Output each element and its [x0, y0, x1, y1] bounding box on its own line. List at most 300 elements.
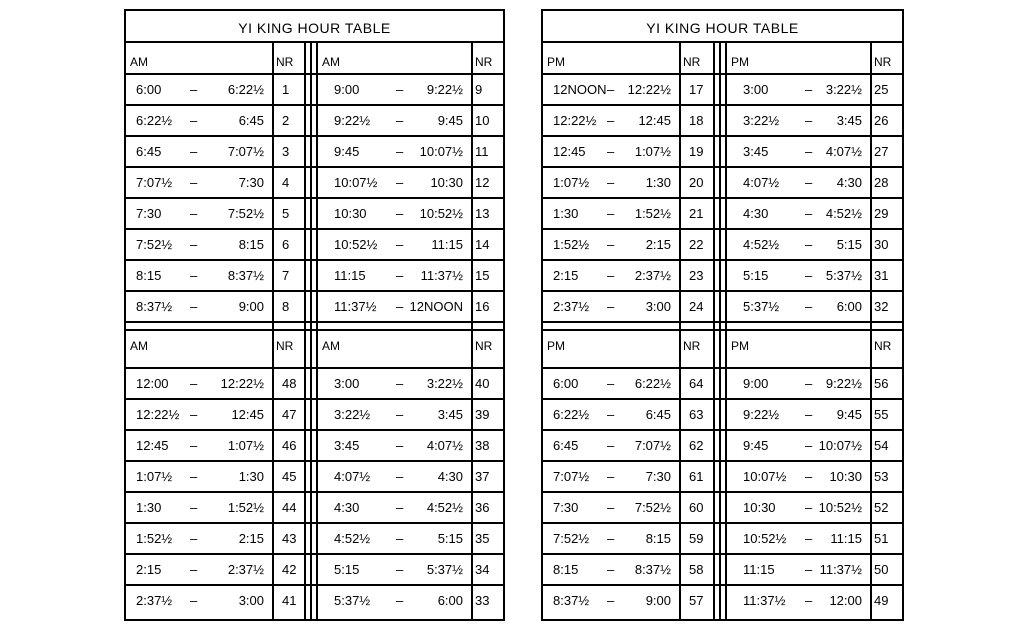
row-rule [543, 398, 902, 400]
time-end: 7:30 [238, 175, 264, 190]
time-dash: – [805, 500, 813, 515]
time-end: 3:45 [836, 113, 862, 128]
time-dash: – [190, 113, 198, 128]
time-dash: – [190, 144, 198, 159]
row-rule [126, 135, 503, 137]
column-header-nr: NR [683, 55, 701, 69]
time-dash: – [805, 376, 813, 391]
time-dash: – [190, 593, 198, 608]
time-end: 6:45 [645, 407, 671, 422]
row-rule [543, 553, 902, 555]
time-start: 12NOON [553, 82, 607, 97]
hexagram-number: 31 [874, 268, 889, 283]
time-dash: – [607, 562, 615, 577]
time-dash: – [805, 113, 813, 128]
time-start: 4:30 [334, 500, 360, 515]
time-start: 2:37½ [553, 299, 590, 314]
time-dash: – [190, 407, 198, 422]
time-end: 1:52½ [227, 500, 264, 515]
row-rule [126, 197, 503, 199]
hexagram-number: 2 [282, 113, 290, 128]
column-header-nr: NR [276, 55, 294, 69]
time-start: 3:00 [334, 376, 360, 391]
hexagram-number: 34 [475, 562, 490, 577]
time-start: 8:15 [136, 268, 162, 283]
hexagram-number: 38 [475, 438, 490, 453]
time-dash: – [190, 500, 198, 515]
time-end: 11:37½ [420, 268, 463, 283]
section-rule [543, 329, 902, 331]
time-start: 9:00 [743, 376, 769, 391]
time-dash: – [607, 500, 615, 515]
time-end: 7:52½ [227, 206, 264, 221]
time-dash: – [190, 376, 198, 391]
hexagram-number: 10 [475, 113, 490, 128]
time-end: 9:22½ [825, 376, 862, 391]
time-end: 10:52½ [419, 206, 463, 221]
header-rule [543, 367, 902, 369]
time-end: 6:00 [836, 299, 862, 314]
time-dash: – [805, 531, 813, 546]
row-rule [126, 460, 503, 462]
time-dash: – [607, 438, 615, 453]
time-start: 8:37½ [553, 593, 590, 608]
time-dash: – [607, 469, 615, 484]
column-header-period: PM [731, 339, 749, 353]
time-dash: – [805, 562, 813, 577]
time-end: 4:30 [437, 469, 463, 484]
time-start: 5:15 [334, 562, 360, 577]
table-title: YI KING HOUR TABLE [126, 11, 503, 43]
time-start: 3:22½ [743, 113, 780, 128]
header-rule [126, 73, 503, 75]
time-end: 10:30 [430, 175, 463, 190]
time-end: 8:37½ [634, 562, 671, 577]
time-dash: – [805, 407, 813, 422]
time-start: 4:52½ [743, 237, 780, 252]
time-start: 1:07½ [136, 469, 173, 484]
hexagram-number: 3 [282, 144, 290, 159]
time-dash: – [190, 82, 198, 97]
time-dash: – [396, 206, 404, 221]
time-dash: – [805, 438, 813, 453]
hexagram-number: 64 [689, 376, 704, 391]
hexagram-number: 21 [689, 206, 704, 221]
hexagram-number: 23 [689, 268, 704, 283]
time-end: 3:45 [437, 407, 463, 422]
row-rule [126, 104, 503, 106]
hexagram-number: 57 [689, 593, 704, 608]
time-start: 3:45 [743, 144, 769, 159]
hour-table-am [124, 9, 505, 621]
time-start: 8:15 [553, 562, 579, 577]
hexagram-number: 33 [475, 593, 490, 608]
column-header-nr: NR [276, 339, 294, 353]
time-start: 6:45 [136, 144, 162, 159]
row-rule [126, 290, 503, 292]
time-start: 8:37½ [136, 299, 173, 314]
hexagram-number: 59 [689, 531, 704, 546]
hexagram-number: 44 [282, 500, 297, 515]
time-start: 12:45 [136, 438, 169, 453]
time-end: 4:52½ [825, 206, 862, 221]
time-dash: – [805, 237, 813, 252]
time-end: 12:45 [231, 407, 264, 422]
row-rule [543, 290, 902, 292]
time-dash: – [396, 237, 404, 252]
time-dash: – [805, 206, 813, 221]
time-start: 12:22½ [136, 407, 180, 422]
table-title: YI KING HOUR TABLE [543, 11, 902, 43]
time-start: 7:30 [553, 500, 579, 515]
row-rule [543, 429, 902, 431]
time-end: 4:07½ [426, 438, 463, 453]
hexagram-number: 49 [874, 593, 889, 608]
hexagram-number: 61 [689, 469, 704, 484]
column-header-nr: NR [874, 55, 892, 69]
time-dash: – [190, 438, 198, 453]
time-start: 6:22½ [136, 113, 173, 128]
time-start: 11:37½ [743, 593, 786, 608]
hour-table-pm [541, 9, 904, 621]
time-dash: – [607, 82, 615, 97]
time-dash: – [396, 268, 404, 283]
row-rule [543, 228, 902, 230]
hexagram-number: 45 [282, 469, 297, 484]
time-end: 10:52½ [818, 500, 862, 515]
time-dash: – [190, 175, 198, 190]
time-end: 2:15 [238, 531, 264, 546]
time-end: 3:22½ [825, 82, 862, 97]
hexagram-number: 11 [475, 144, 489, 159]
time-dash: – [396, 469, 404, 484]
time-end: 1:52½ [634, 206, 671, 221]
time-dash: – [190, 562, 198, 577]
hexagram-number: 6 [282, 237, 290, 252]
time-dash: – [396, 144, 404, 159]
row-rule [543, 584, 902, 586]
time-end: 5:15 [836, 237, 862, 252]
hexagram-number: 37 [475, 469, 490, 484]
time-start: 2:15 [136, 562, 162, 577]
row-rule [543, 491, 902, 493]
time-start: 5:37½ [743, 299, 780, 314]
column-header-nr: NR [475, 55, 493, 69]
time-dash: – [396, 438, 404, 453]
row-rule [543, 104, 902, 106]
hexagram-number: 27 [874, 144, 889, 159]
time-dash: – [396, 531, 404, 546]
time-start: 7:52½ [136, 237, 173, 252]
column-header-nr: NR [683, 339, 701, 353]
time-dash: – [607, 299, 615, 314]
time-dash: – [607, 376, 615, 391]
time-start: 6:22½ [553, 407, 590, 422]
time-start: 12:22½ [553, 113, 597, 128]
time-start: 6:00 [136, 82, 162, 97]
hexagram-number: 17 [689, 82, 704, 97]
hexagram-number: 26 [874, 113, 889, 128]
time-dash: – [190, 237, 198, 252]
time-end: 1:30 [645, 175, 671, 190]
hexagram-number: 50 [874, 562, 889, 577]
time-end: 5:37½ [426, 562, 463, 577]
time-start: 7:30 [136, 206, 162, 221]
row-rule [543, 135, 902, 137]
time-end: 4:07½ [825, 144, 862, 159]
hexagram-number: 8 [282, 299, 290, 314]
time-end: 12:22½ [220, 376, 264, 391]
hexagram-number: 9 [475, 82, 483, 97]
hexagram-number: 53 [874, 469, 889, 484]
time-dash: – [607, 206, 615, 221]
time-dash: – [190, 206, 198, 221]
time-start: 7:07½ [553, 469, 590, 484]
time-end: 11:15 [830, 531, 862, 546]
time-dash: – [396, 376, 404, 391]
hexagram-number: 51 [874, 531, 889, 546]
row-rule [543, 259, 902, 261]
hexagram-number: 55 [874, 407, 889, 422]
hexagram-number: 29 [874, 206, 889, 221]
time-dash: – [190, 268, 198, 283]
time-start: 1:52½ [136, 531, 173, 546]
time-end: 11:15 [431, 237, 463, 252]
column-header-nr: NR [475, 339, 493, 353]
section-rule [543, 321, 902, 323]
time-start: 10:52½ [334, 237, 378, 252]
time-end: 7:07½ [634, 438, 671, 453]
time-dash: – [190, 531, 198, 546]
time-start: 1:30 [136, 500, 162, 515]
time-start: 9:45 [743, 438, 769, 453]
time-dash: – [805, 469, 813, 484]
time-start: 12:00 [136, 376, 169, 391]
time-end: 8:15 [645, 531, 671, 546]
time-start: 9:00 [334, 82, 360, 97]
section-rule [126, 321, 503, 323]
section-rule [126, 329, 503, 331]
hexagram-number: 42 [282, 562, 297, 577]
time-end: 3:00 [238, 593, 264, 608]
hexagram-number: 24 [689, 299, 704, 314]
time-start: 10:07½ [743, 469, 787, 484]
column-header-period: AM [322, 55, 340, 69]
time-start: 6:00 [553, 376, 579, 391]
hexagram-number: 43 [282, 531, 297, 546]
time-start: 6:45 [553, 438, 579, 453]
time-dash: – [607, 593, 615, 608]
row-rule [543, 460, 902, 462]
time-end: 2:37½ [227, 562, 264, 577]
time-dash: – [396, 299, 404, 314]
time-dash: – [396, 500, 404, 515]
hexagram-number: 63 [689, 407, 704, 422]
time-start: 4:07½ [334, 469, 371, 484]
hexagram-number: 54 [874, 438, 889, 453]
time-dash: – [607, 268, 615, 283]
time-dash: – [396, 175, 404, 190]
hexagram-number: 22 [689, 237, 704, 252]
time-start: 2:37½ [136, 593, 173, 608]
time-dash: – [607, 175, 615, 190]
column-header-period: PM [547, 55, 565, 69]
hexagram-number: 15 [475, 268, 490, 283]
time-start: 10:52½ [743, 531, 787, 546]
time-end: 6:22½ [634, 376, 671, 391]
hexagram-number: 32 [874, 299, 889, 314]
time-start: 11:15 [334, 268, 366, 283]
time-end: 9:00 [645, 593, 671, 608]
time-start: 4:30 [743, 206, 769, 221]
time-dash: – [607, 144, 615, 159]
hexagram-number: 40 [475, 376, 490, 391]
column-header-nr: NR [874, 339, 892, 353]
time-start: 9:22½ [334, 113, 371, 128]
hexagram-number: 56 [874, 376, 889, 391]
time-dash: – [607, 237, 615, 252]
time-end: 7:30 [645, 469, 671, 484]
time-end: 5:15 [437, 531, 463, 546]
time-dash: – [805, 144, 813, 159]
time-start: 9:45 [334, 144, 360, 159]
time-dash: – [396, 82, 404, 97]
time-start: 1:52½ [553, 237, 590, 252]
time-end: 1:07½ [634, 144, 671, 159]
hexagram-number: 12 [475, 175, 490, 190]
time-end: 10:07½ [818, 438, 862, 453]
time-end: 8:37½ [227, 268, 264, 283]
hexagram-number: 48 [282, 376, 297, 391]
time-start: 10:07½ [334, 175, 378, 190]
row-rule [126, 259, 503, 261]
hexagram-number: 36 [475, 500, 490, 515]
time-start: 12:45 [553, 144, 586, 159]
time-start: 10:30 [743, 500, 776, 515]
hexagram-number: 13 [475, 206, 490, 221]
time-start: 1:07½ [553, 175, 590, 190]
hexagram-number: 28 [874, 175, 889, 190]
time-dash: – [396, 113, 404, 128]
hexagram-number: 18 [689, 113, 704, 128]
row-rule [543, 197, 902, 199]
time-dash: – [190, 299, 198, 314]
hexagram-number: 5 [282, 206, 290, 221]
time-dash: – [805, 82, 813, 97]
time-dash: – [805, 299, 813, 314]
column-header-period: AM [322, 339, 340, 353]
time-dash: – [607, 531, 615, 546]
time-dash: – [396, 407, 404, 422]
time-end: 9:45 [437, 113, 463, 128]
row-rule [126, 398, 503, 400]
hexagram-number: 46 [282, 438, 297, 453]
time-end: 9:45 [836, 407, 862, 422]
time-start: 1:30 [553, 206, 579, 221]
time-dash: – [805, 593, 813, 608]
time-start: 3:22½ [334, 407, 371, 422]
hexagram-number: 39 [475, 407, 490, 422]
time-dash: – [396, 562, 404, 577]
time-start: 7:07½ [136, 175, 173, 190]
time-start: 3:45 [334, 438, 360, 453]
time-end: 12:00 [829, 593, 862, 608]
header-rule [543, 73, 902, 75]
hexagram-number: 19 [689, 144, 704, 159]
time-end: 11:37½ [819, 562, 862, 577]
time-end: 10:30 [829, 469, 862, 484]
time-start: 7:52½ [553, 531, 590, 546]
time-end: 3:00 [645, 299, 671, 314]
row-rule [126, 553, 503, 555]
hexagram-number: 25 [874, 82, 889, 97]
time-end: 6:22½ [227, 82, 264, 97]
time-end: 8:15 [238, 237, 264, 252]
time-end: 2:15 [645, 237, 671, 252]
time-end: 2:37½ [634, 268, 671, 283]
time-start: 9:22½ [743, 407, 780, 422]
column-header-period: AM [130, 55, 148, 69]
time-end: 12:45 [638, 113, 671, 128]
hexagram-number: 62 [689, 438, 704, 453]
hexagram-number: 30 [874, 237, 889, 252]
time-end: 12NOON [409, 299, 463, 314]
time-start: 3:00 [743, 82, 769, 97]
hexagram-number: 52 [874, 500, 889, 515]
hexagram-number: 20 [689, 175, 704, 190]
time-start: 4:52½ [334, 531, 371, 546]
time-dash: – [805, 175, 813, 190]
hexagram-number: 60 [689, 500, 704, 515]
column-header-period: PM [731, 55, 749, 69]
time-end: 1:30 [238, 469, 264, 484]
row-rule [543, 166, 902, 168]
time-end: 12:22½ [627, 82, 671, 97]
time-start: 2:15 [553, 268, 579, 283]
time-start: 4:07½ [743, 175, 780, 190]
row-rule [126, 166, 503, 168]
time-end: 4:52½ [426, 500, 463, 515]
hexagram-number: 16 [475, 299, 490, 314]
time-end: 7:52½ [634, 500, 671, 515]
time-end: 9:00 [238, 299, 264, 314]
hexagram-number: 41 [282, 593, 297, 608]
time-start: 5:37½ [334, 593, 371, 608]
hexagram-number: 47 [282, 407, 297, 422]
time-start: 11:15 [743, 562, 775, 577]
time-end: 1:07½ [227, 438, 264, 453]
hexagram-number: 7 [282, 268, 290, 283]
time-end: 7:07½ [227, 144, 264, 159]
row-rule [126, 429, 503, 431]
time-end: 5:37½ [825, 268, 862, 283]
time-start: 5:15 [743, 268, 769, 283]
column-header-period: PM [547, 339, 565, 353]
hexagram-number: 1 [282, 82, 290, 97]
row-rule [126, 584, 503, 586]
time-dash: – [396, 593, 404, 608]
time-end: 6:00 [437, 593, 463, 608]
time-dash: – [607, 113, 615, 128]
time-start: 10:30 [334, 206, 367, 221]
hexagram-number: 35 [475, 531, 490, 546]
time-end: 4:30 [836, 175, 862, 190]
time-dash: – [190, 469, 198, 484]
time-dash: – [607, 407, 615, 422]
row-rule [126, 522, 503, 524]
row-rule [126, 491, 503, 493]
hexagram-number: 14 [475, 237, 490, 252]
